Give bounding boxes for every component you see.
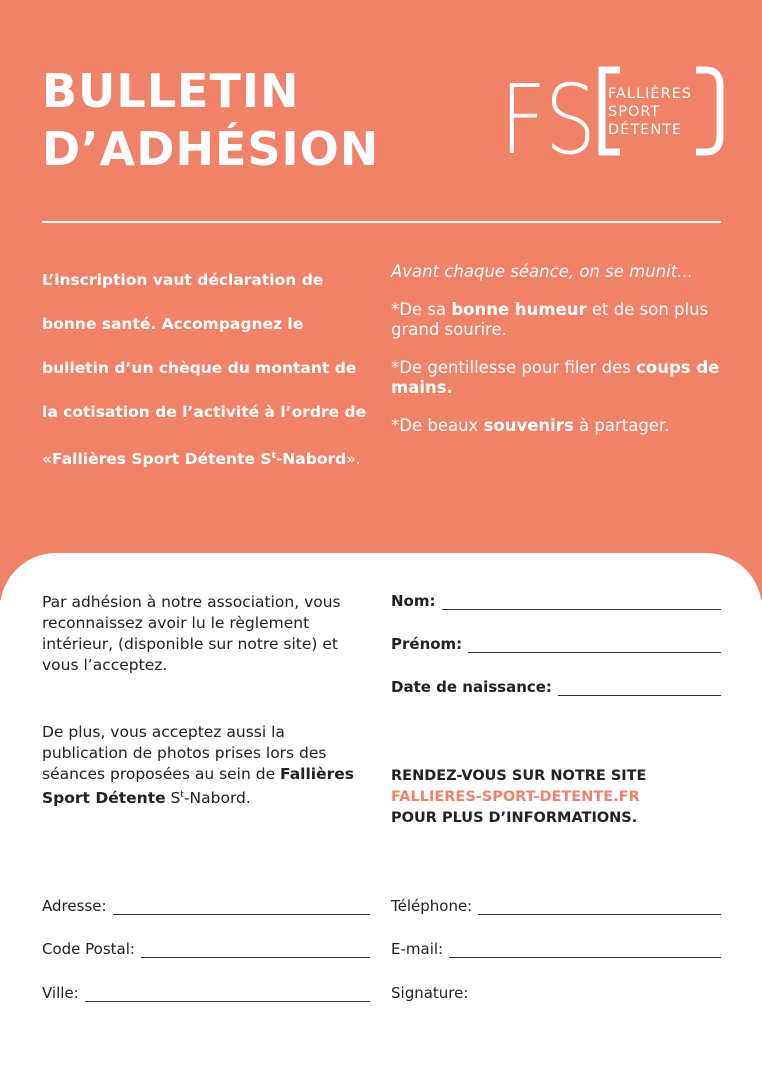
code-postal-line[interactable] bbox=[141, 942, 370, 958]
prenom-field[interactable] bbox=[391, 635, 721, 653]
header-divider bbox=[42, 221, 721, 223]
telephone-line[interactable] bbox=[478, 899, 721, 915]
nom-line[interactable] bbox=[442, 594, 722, 610]
ville-line[interactable] bbox=[85, 986, 370, 1002]
logo-wordmark bbox=[608, 85, 692, 139]
logo-line-1: FALLIÈRES bbox=[608, 86, 692, 102]
photo-consent-paragraph: De plus, vous acceptez aussi la publication de photos prises lors des séances proposées au sein de Fallières Sport Détente $S^t$-Nabord. bbox=[42, 723, 355, 808]
logo-line-2: SPORT bbox=[608, 104, 661, 120]
cta-line-1: RENDEZ-VOUS SUR NOTRE SITE bbox=[391, 768, 647, 784]
birthdate-label: Date de naissance: bbox=[391, 678, 552, 696]
email-field[interactable] bbox=[391, 940, 721, 958]
code-postal-field[interactable] bbox=[42, 940, 370, 958]
prenom-label: Prénom: bbox=[391, 635, 463, 653]
ville-label: Ville: bbox=[42, 984, 79, 1002]
title-line-2: D’ADHÉSION bbox=[42, 122, 380, 176]
adresse-field[interactable] bbox=[42, 897, 370, 915]
website-link[interactable]: FALLIERES-SPORT-DETENTE.FR bbox=[391, 789, 640, 805]
page-title bbox=[42, 62, 379, 178]
nom-field[interactable] bbox=[391, 592, 721, 610]
nom-label: Nom: bbox=[391, 592, 436, 610]
tip-2: *De gentillesse pour filer des coups de mains. bbox=[391, 358, 720, 397]
prenom-line[interactable] bbox=[468, 637, 721, 653]
ville-field[interactable] bbox=[42, 984, 370, 1002]
adresse-line[interactable] bbox=[113, 899, 371, 915]
cta-line-3: POUR PLUS D’INFORMATIONS. bbox=[391, 810, 638, 826]
tips-column bbox=[391, 262, 721, 454]
email-line[interactable] bbox=[449, 942, 721, 958]
tip-3: *De beaux souvenirs à partager. bbox=[391, 416, 670, 435]
rules-paragraph: Par adhésion à notre association, vous reconnaissez avoir lu le règlement intérieur, (disponible sur notre site) et vous l’acceptez. bbox=[42, 593, 341, 674]
birthdate-field[interactable] bbox=[391, 678, 721, 696]
adresse-label: Adresse: bbox=[42, 897, 107, 915]
signature-field[interactable] bbox=[391, 984, 721, 1002]
health-declaration-text: L’inscription vaut déclaration de bonne santé. Accompagnez le bulletin d’un chèque du montant de la cotisation de l’activité à l’ordre de «Fallières Sport Détente $S^t$-Nabord». bbox=[42, 271, 367, 469]
logo-line-3: DÉTENTE bbox=[608, 122, 683, 138]
tip-1: *De sa bonne humeur et de son plus grand sourire. bbox=[391, 300, 709, 339]
birthdate-line[interactable] bbox=[558, 680, 721, 696]
code-postal-label: Code Postal: bbox=[42, 940, 135, 958]
logo-letters: FS bbox=[500, 64, 596, 160]
telephone-field[interactable] bbox=[391, 897, 721, 915]
telephone-label: Téléphone: bbox=[391, 897, 473, 915]
title-line-1: BULLETIN bbox=[42, 64, 300, 118]
email-label: E-mail: bbox=[391, 940, 444, 958]
signature-label: Signature: bbox=[391, 984, 469, 1002]
tips-heading: Avant chaque séance, on se munit... bbox=[391, 262, 693, 281]
website-callout bbox=[391, 766, 646, 829]
